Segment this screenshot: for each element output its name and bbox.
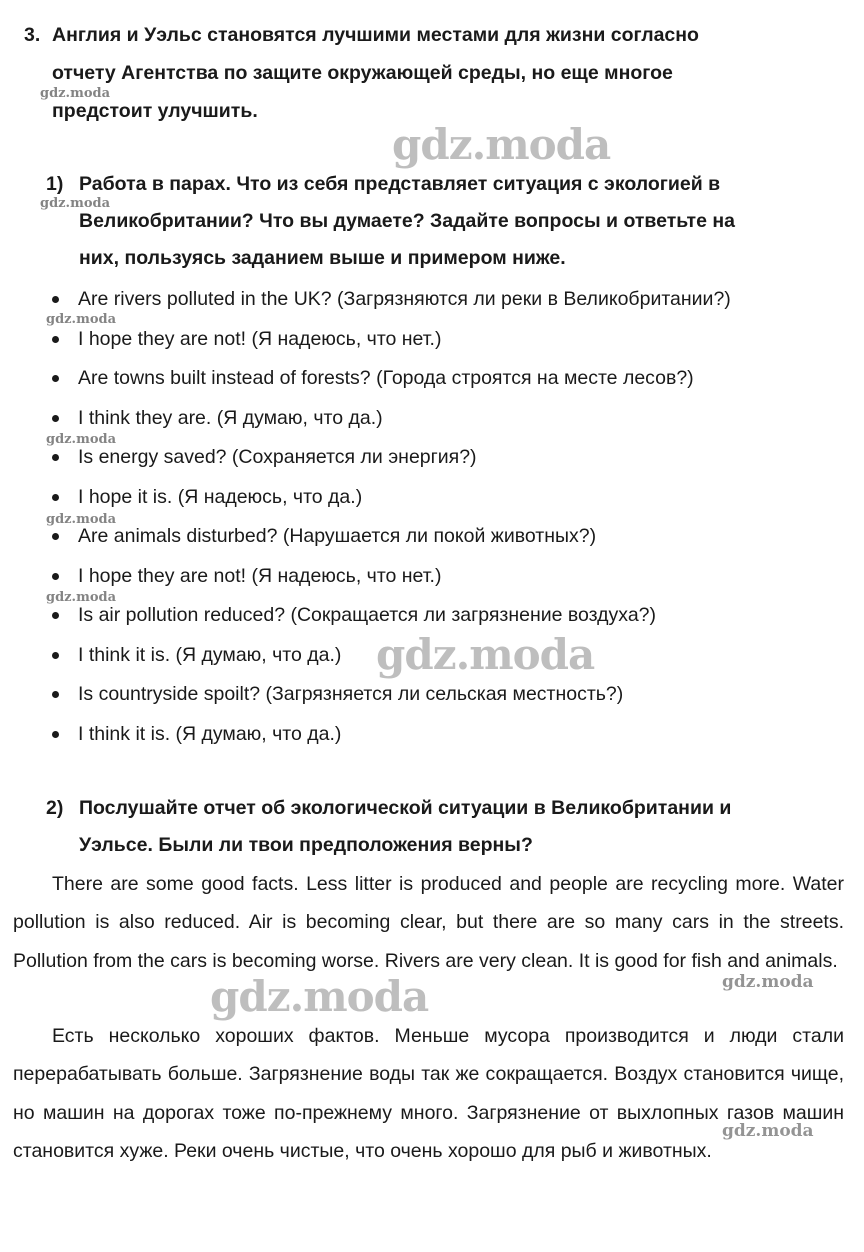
bullet-icon [52,375,59,382]
task-line-3: предстоит улучшить. [52,100,258,122]
bullet-icon [52,612,59,619]
section-2-line-1: Послушайте отчет об экологической ситуации в Великобритании и [79,797,732,819]
watermark-medium: gdz.moda [722,972,814,992]
list-item: Is energy saved? (Сохраняется ли энергия?) [48,438,838,478]
watermark-small: gdz.moda [46,512,117,527]
list-item: I hope it is. (Я надеюсь, что да.) [48,478,838,518]
paragraph-russian: Есть несколько хороших фактов. Меньше мусора производится и люди стали перерабатывать больше. Загрязнение воды так же сокращается. Воздух становится чище, но машин на дорогах тоже по-прежнему много. Загрязнение от выхлопных газов машин становится хуже. Реки очень чистые, что очень хорошо для рыб и животных. [13,1025,844,1162]
bullet-icon [52,573,59,580]
list-item: Is air pollution reduced? (Сокращается ли загрязнение воздуха?) [48,596,838,636]
bullet-icon [52,336,59,343]
bullet-icon [52,296,59,303]
list-item: I think they are. (Я думаю, что да.) [48,399,838,439]
section-1-line-1: Работа в парах. Что из себя представляет ситуация с экологией в [79,173,721,195]
list-item: Are rivers polluted in the UK? (Загрязняются ли реки в Великобритании?) [48,280,838,320]
bullet-icon [52,691,59,698]
bullet-icon [52,494,59,501]
watermark-small: gdz.moda [40,86,111,101]
watermark-medium: gdz.moda [722,1121,814,1141]
section-2-heading [46,790,846,864]
list-item: I hope they are not! (Я надеюсь, что нет.) [48,320,838,360]
task-heading [24,16,846,130]
list-item: I hope they are not! (Я надеюсь, что нет.) [48,557,838,597]
watermark-large: gdz.moda [376,630,595,679]
list-item: I think it is. (Я думаю, что да.) [48,715,838,755]
task-line-2: отчету Агентства по защите окружающей среды, но еще многое [52,62,673,84]
watermark-small: gdz.moda [46,432,117,447]
list-item: Is countryside spoilt? (Загрязняется ли сельская местность?) [48,675,838,715]
bullet-icon [52,415,59,422]
bullet-icon [52,731,59,738]
section-1-heading [46,166,846,277]
watermark-small: gdz.moda [40,196,111,211]
watermark-small: gdz.moda [46,312,117,327]
bullet-icon [52,652,59,659]
watermark-large: gdz.moda [392,120,611,169]
watermark-small: gdz.moda [46,590,117,605]
section-1-number: 1) [46,173,64,195]
list-item: I think it is. (Я думаю, что да.) [48,636,838,676]
section-1-line-3: них, пользуясь заданием выше и примером ниже. [79,247,566,269]
section-1-line-2: Великобритании? Что вы думаете? Задайте вопросы и ответьте на [79,210,735,232]
task-number: 3. [24,24,41,46]
section-2-number: 2) [46,797,64,819]
bullet-icon [52,454,59,461]
section-2-line-2: Уэльсе. Были ли твои предположения верны? [79,834,533,856]
paragraph-english: There are some good facts. Less litter is produced and people are recycling more. Water pollution is also reduced. Air is becoming clear, but there are so many cars in the streets. Pollution from the cars is becoming worse. Rivers are very clean. It is good for fish and animals. [13,873,844,972]
list-item: Are towns built instead of forests? (Города строятся на месте лесов?) [48,359,838,399]
task-line-1: Англия и Уэльс становятся лучшими местами для жизни согласно [52,24,699,46]
list-item: Are animals disturbed? (Нарушается ли покой животных?) [48,517,838,557]
qa-list [48,280,838,754]
bullet-icon [52,533,59,540]
watermark-large: gdz.moda [210,972,429,1021]
